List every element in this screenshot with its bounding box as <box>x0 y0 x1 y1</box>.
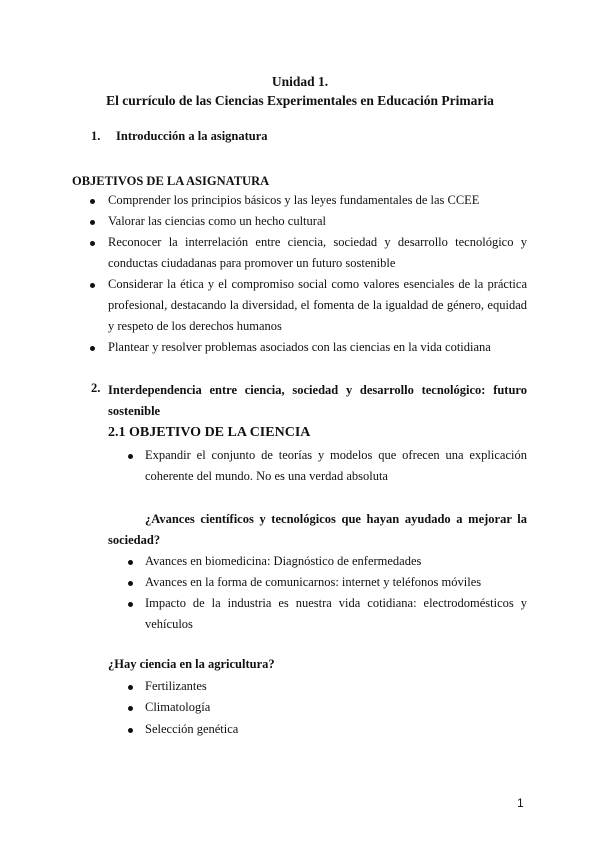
bullet-icon <box>90 283 95 288</box>
section-title: Introducción a la asignatura <box>116 129 268 143</box>
list-item: Selección genética <box>145 722 239 736</box>
list-item: Comprender los principios básicos y las leyes fundamentales de las CCEE <box>108 193 480 207</box>
list-item: Impacto de la industria es nuestra vida cotidiana: electrodomésticos y vehículos <box>145 596 527 631</box>
list-item: Expandir el conjunto de teorías y modelos que ofrecen una explicación coherente del mundo. No es una verdad absoluta <box>145 448 527 483</box>
bullet-icon <box>90 220 95 225</box>
bullet-icon <box>128 728 133 733</box>
list-item: Valorar las ciencias como un hecho cultural <box>108 214 326 228</box>
bullet-icon <box>128 454 133 459</box>
list-item: Plantear y resolver problemas asociados con las ciencias en la vida cotidiana <box>108 340 491 354</box>
bullet-icon <box>128 602 133 607</box>
bullet-icon <box>128 706 133 711</box>
unit-label: Unidad 1. <box>271 74 329 89</box>
section-number: 2. <box>91 381 101 395</box>
bullet-icon <box>90 241 95 246</box>
objectives-heading: OBJETIVOS DE LA ASIGNATURA <box>72 174 270 188</box>
bullet-icon <box>128 685 133 690</box>
page-number: 1 <box>517 796 524 810</box>
list-item: Reconocer la interrelación entre ciencia, sociedad y desarrollo tecnológico y conductas ciudadanas para promover un futuro sostenible <box>108 235 527 270</box>
document-title: El currículo de las Ciencias Experimentales en Educación Primaria <box>106 93 494 108</box>
section-number: 1. <box>91 129 101 143</box>
section-title: Interdependencia entre ciencia, sociedad y desarrollo tecnológico: futuro sostenible <box>108 383 527 418</box>
question-heading: ¿Hay ciencia en la agricultura? <box>108 657 275 671</box>
list-item: Avances en biomedicina: Diagnóstico de enfermedades <box>145 554 422 568</box>
bullet-icon <box>90 346 95 351</box>
list-item: Climatología <box>145 700 211 714</box>
list-item: Fertilizantes <box>145 679 207 693</box>
bullet-icon <box>128 581 133 586</box>
list-item: Avances en la forma de comunicarnos: internet y teléfonos móviles <box>145 575 482 589</box>
subsection-title: 2.1 OBJETIVO DE LA CIENCIA <box>108 425 311 440</box>
list-item: Considerar la ética y el compromiso social como valores esenciales de la práctica profesional, destacando la diversidad, el fomenta de la igualdad de género, equidad y respeto de los derechos humanos <box>108 277 527 333</box>
question-heading: ¿Avances científicos y tecnológicos que hayan ayudado a mejorar la sociedad? <box>108 512 527 547</box>
bullet-icon <box>128 560 133 565</box>
bullet-icon <box>90 199 95 204</box>
